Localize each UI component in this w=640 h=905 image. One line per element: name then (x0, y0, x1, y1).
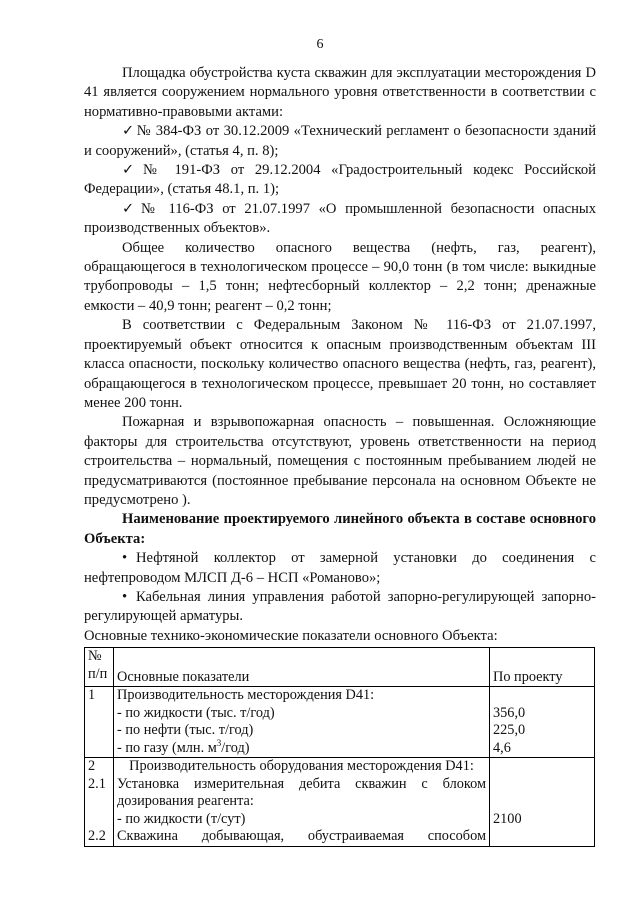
row2-number: 2 (88, 758, 96, 775)
bullet-icon: • (122, 588, 128, 605)
linear-item (84, 588, 596, 627)
row2-line: - по жидкости (т/сут) (117, 810, 246, 827)
row1-values (490, 687, 595, 758)
checkmark-icon: ✓ (122, 200, 135, 217)
row2-value-liquid: 2100 (493, 810, 522, 827)
row2-numbers (85, 758, 114, 847)
row2-values (490, 758, 595, 847)
page-number: 6 (316, 37, 324, 52)
row2-line: Установка измерительная дебита скважин с блоком (117, 775, 486, 792)
bullet-icon: • (122, 550, 128, 567)
header-number-cell (85, 648, 114, 687)
fire-paragraph: Пожарная и взрывопожарная опасность – повышенная. Осложняющие факторы для строительства отсутствуют, уровень ответственности на период строительства – нормальный, помещения с постоянным пребыванием людей не предусматриваются (постоянное пребывание персонала на основном Объекте не предусмотрено ). (84, 414, 596, 508)
act-text: № 116-ФЗ от 21.07.1997 «О промышленной безопасности опасных производственных объектов». (84, 200, 596, 237)
row1-value-liquid: 356,0 (493, 704, 526, 721)
row2-sub-number: 2.2 (88, 828, 106, 845)
row1-number: 1 (85, 687, 114, 758)
act-text: № 191-ФЗ от 29.12.2004 «Градостроительный кодекс Российской Федерации», (статья 48.1, п. 1); (84, 162, 596, 198)
header-number-label: п/п (88, 665, 108, 682)
row1-item-gas: - по газу (млн. $м^3/год$) (117, 737, 250, 756)
linear-item (84, 549, 596, 588)
indicators-table (84, 647, 595, 847)
table-row (85, 758, 595, 847)
checkmark-icon: ✓ (122, 123, 135, 140)
intro-paragraph: Площадка обустройства куста скважин для эксплуатации месторождения D 41 является сооружением нормального уровня ответственности в соответствии с нормативно-правовыми актами: (84, 65, 596, 120)
document-body (84, 64, 596, 847)
act-text: № 384-ФЗ от 30.12.2009 «Технический регламент о безопасности зданий и сооружений», (статья 4, п. 8); (84, 123, 596, 159)
linear-item-text: Кабельная линия управления работой запорно-регулирующей запорно-регулирующей арматуры. (84, 588, 596, 625)
row2-indicators (114, 758, 490, 847)
row2-line: дозирования реагента: (117, 793, 254, 810)
act-item (84, 161, 596, 200)
row1-title: Производительность месторождения D41: (117, 687, 375, 704)
row1-indicators (114, 687, 490, 758)
row1-item-oil: - по нефти (тыс. т/год) (117, 722, 254, 739)
row2-line: Скважина добывающая, обустраиваемая способом (117, 828, 486, 845)
table-caption: Основные технико-экономические показатели основного Объекта: (84, 627, 498, 644)
header-name-cell: Основные показатели (114, 648, 490, 687)
linear-object-heading: Наименование проектируемого линейного объекта в составе основного Объекта: (84, 511, 596, 547)
header-number-symbol: № (88, 648, 102, 665)
act-item (84, 122, 596, 161)
linear-item-text: Нефтяной коллектор от замерной установки до соединения с нефтепроводом МЛСП Д-6 – НСП «Романово»; (84, 550, 596, 586)
row2-sub-number: 2.1 (88, 775, 106, 792)
row2-title: Производительность оборудования месторождения D41: (129, 758, 474, 775)
table-row (85, 687, 595, 758)
quantity-paragraph: Общее количество опасного вещества (нефть, газ, реагент), обращающегося в технологическом процессе – 90,0 тонн (в том числе: выкидные трубопроводы – 1,5 тонн; нефтесборный коллектор – 2,2 тонн; дренажные емкости – 40,9 тонн; реагент – 0,2 тонн; (84, 239, 596, 314)
checkmark-icon: ✓ (122, 162, 135, 179)
act-item (84, 200, 596, 239)
row1-value-gas: 4,6 (493, 739, 511, 756)
table-header-row (85, 648, 595, 687)
row1-value-oil: 225,0 (493, 722, 526, 739)
row1-item-liquid: - по жидкости (тыс. т/год) (117, 704, 275, 721)
law-paragraph: В соответствии с Федеральным Законом № 116-ФЗ от 21.07.1997, проектируемый объект относится к опасным производственным объектам III класса опасности, поскольку количество опасного вещества (нефть, газ, реагент), обращающегося в технологическом процессе, превышает 20 тонн, но составляет менее 200 тонн. (84, 317, 596, 411)
header-value-cell: По проекту (490, 648, 595, 687)
